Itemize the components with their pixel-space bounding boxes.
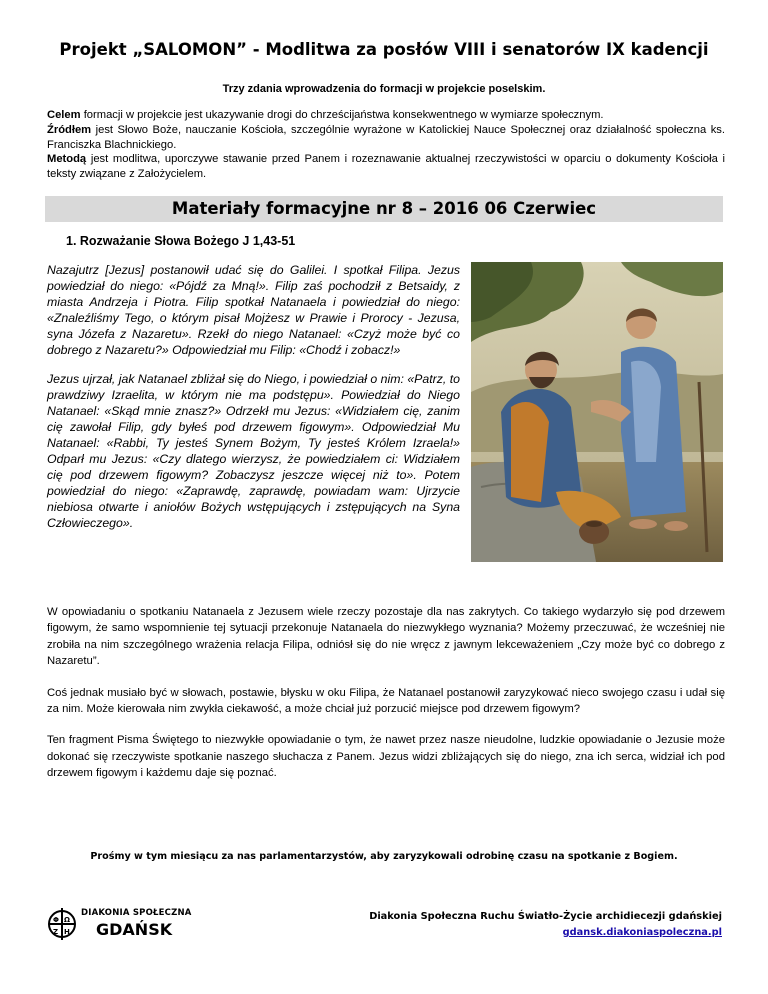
intro-source-label: Źródłem (47, 123, 92, 136)
svg-text:Z: Z (53, 928, 59, 936)
diakonia-emblem-icon (47, 905, 77, 943)
intro-heading: Trzy zdania wprowadzenia do formacji w projekcie poselskim. (222, 83, 546, 95)
illustration-painting (471, 262, 723, 562)
scripture-paragraph: Nazajutrz [Jezus] postanowił udać się do Galilei. I spotkał Filipa. Jezus powiedział do niego: «Pójdź za Mną!». Filip zaś pochodził z Betsaidy, z miasta Andrzeja i Piotra. Filip spotkał Natanaela i powiedział do niego: «Znaleźliśmy Tego, o którym pisał Mojżesz w Prawie i Prorocy - Jezusa, syna Józefa z Nazaretu». Rzekł do niego Natanael: «Czyż może być co dobrego z Nazaretu?» Odpowiedział mu Filip: «Chodź i zobacz!» (47, 263, 460, 357)
footer-org-name: Diakonia Społeczna Ruchu Światło-Życie archidiecezji gdańskiej (369, 911, 722, 922)
commentary-paragraph: Ten fragment Pisma Świętego to niezwykłe opowiadanie o tym, że nawet przez nasze nieudolne, ludzkie opowiadanie o Jezusie może dokonać się rzeczywiste spotkanie naszego słuchacza z Panem. Jezus widzi zbliżających się do niego, zna ich serca, widział ich pod drzewem figowym i każdemu daje się poznać. (47, 734, 725, 780)
svg-text:Φ: Φ (53, 916, 59, 924)
svg-text:Ω: Ω (64, 916, 70, 924)
painting-image (471, 262, 723, 562)
intro-source (47, 123, 725, 153)
intro-method-label: Metodą (47, 153, 87, 166)
section-title-banner: Materiały formacyjne nr 8 – 2016 06 Czerwiec (45, 196, 723, 222)
intro-goal-text: formacji w projekcie jest ukazywanie drogi do chrześcijaństwa konsekwentnego w wymiarze społecznym. (80, 109, 604, 121)
intro-goal (47, 108, 725, 123)
intro-source-text: jest Słowo Boże, nauczanie Kościoła, szczególnie wyrażone w Katolickiej Nauce Społecznej oraz działalność społeczna ks. Franciszka Blachnickiego. (47, 123, 725, 151)
scripture-paragraph: Jezus ujrzał, jak Natanael zbliżał się do Niego, i powiedział o nim: «Patrz, to prawdziwy Izraelita, w którym nie ma podstępu». Powiedział do Niego Natanael: «Skąd mnie znasz?» Odrzekł mu Jezus: «Widziałem cię, zanim cię zawołał Filip, gdy byłeś pod drzewem figowym». Odpowiedział Mu Natanael: «Rabbi, Ty jesteś Synem Bożym, Ty jesteś Królem Izraela!» Odparł mu Jezus: «Czy dlatego wierzysz, że powiedziałem ci: Widziałem cię pod drzewem figowym? Zobaczysz jeszcze więcej niż to». Potem powiedział do niego: «Zaprawdę, zaprawdę, powiadam wam: Ujrzycie niebiosa otwarte i aniołów Bożych wstępujących i zstępujących na Syna Człowieczego». (47, 372, 460, 530)
prayer-intention: Prośmy w tym miesiącu za nas parlamentarzystów, aby zaryzykowali odrobinę czasu na spotkanie z Bogiem. (90, 851, 678, 862)
logo-line-1: DIAKONIA SPOŁECZNA (81, 908, 192, 918)
footer-logo (47, 905, 217, 945)
page-header-title: Projekt „SALOMON” - Modlitwa za posłów VIII i senatorów IX kadencji (59, 40, 709, 59)
commentary-paragraph: Coś jednak musiało być w słowach, postawie, błysku w oku Filipa, że Natanael postanowił zaryzykować nieco swojego czasu i udał się za nim. Może kierowała nim zwykła ciekawość, a może chciał już porzucić miejsce pod drzewem figowym? (47, 686, 725, 716)
intro-block (47, 108, 725, 182)
logo-line-2: GDAŃSK (96, 920, 173, 939)
intro-method (47, 152, 725, 182)
footer-organization (369, 909, 722, 941)
intro-method-text: jest modlitwa, uporczywe stawanie przed Panem i rozeznawanie aktualnej rzeczywistości w oparciu o dokumenty Kościoła i teksty związane z Założycielem. (47, 153, 725, 181)
svg-text:H: H (64, 928, 70, 936)
intro-goal-label: Celem (47, 109, 81, 121)
footer-website-link[interactable]: gdansk.diakoniaspoleczna.pl (562, 927, 722, 938)
commentary-text (47, 604, 725, 797)
section-subheading: 1. Rozważanie Słowa Bożego J 1,43-51 (66, 234, 296, 248)
scripture-text (47, 263, 460, 546)
commentary-paragraph: W opowiadaniu o spotkaniu Natanaela z Jezusem wiele rzeczy pozostaje dla nas zakrytych. Co takiego wydarzyło się pod drzewem figowym, że samo wspomnienie tej sytuacji przekonuje Natanaela do niezwykłego wyznania? Możemy przeczuwać, że wcześniej nie zrobiła na nim szczególnego wrażenia relacja Filipa, odniósł się do nie wręcz z jawnym lekceważeniem „Czy może być co dobrego z Nazaretu”. (47, 606, 725, 668)
